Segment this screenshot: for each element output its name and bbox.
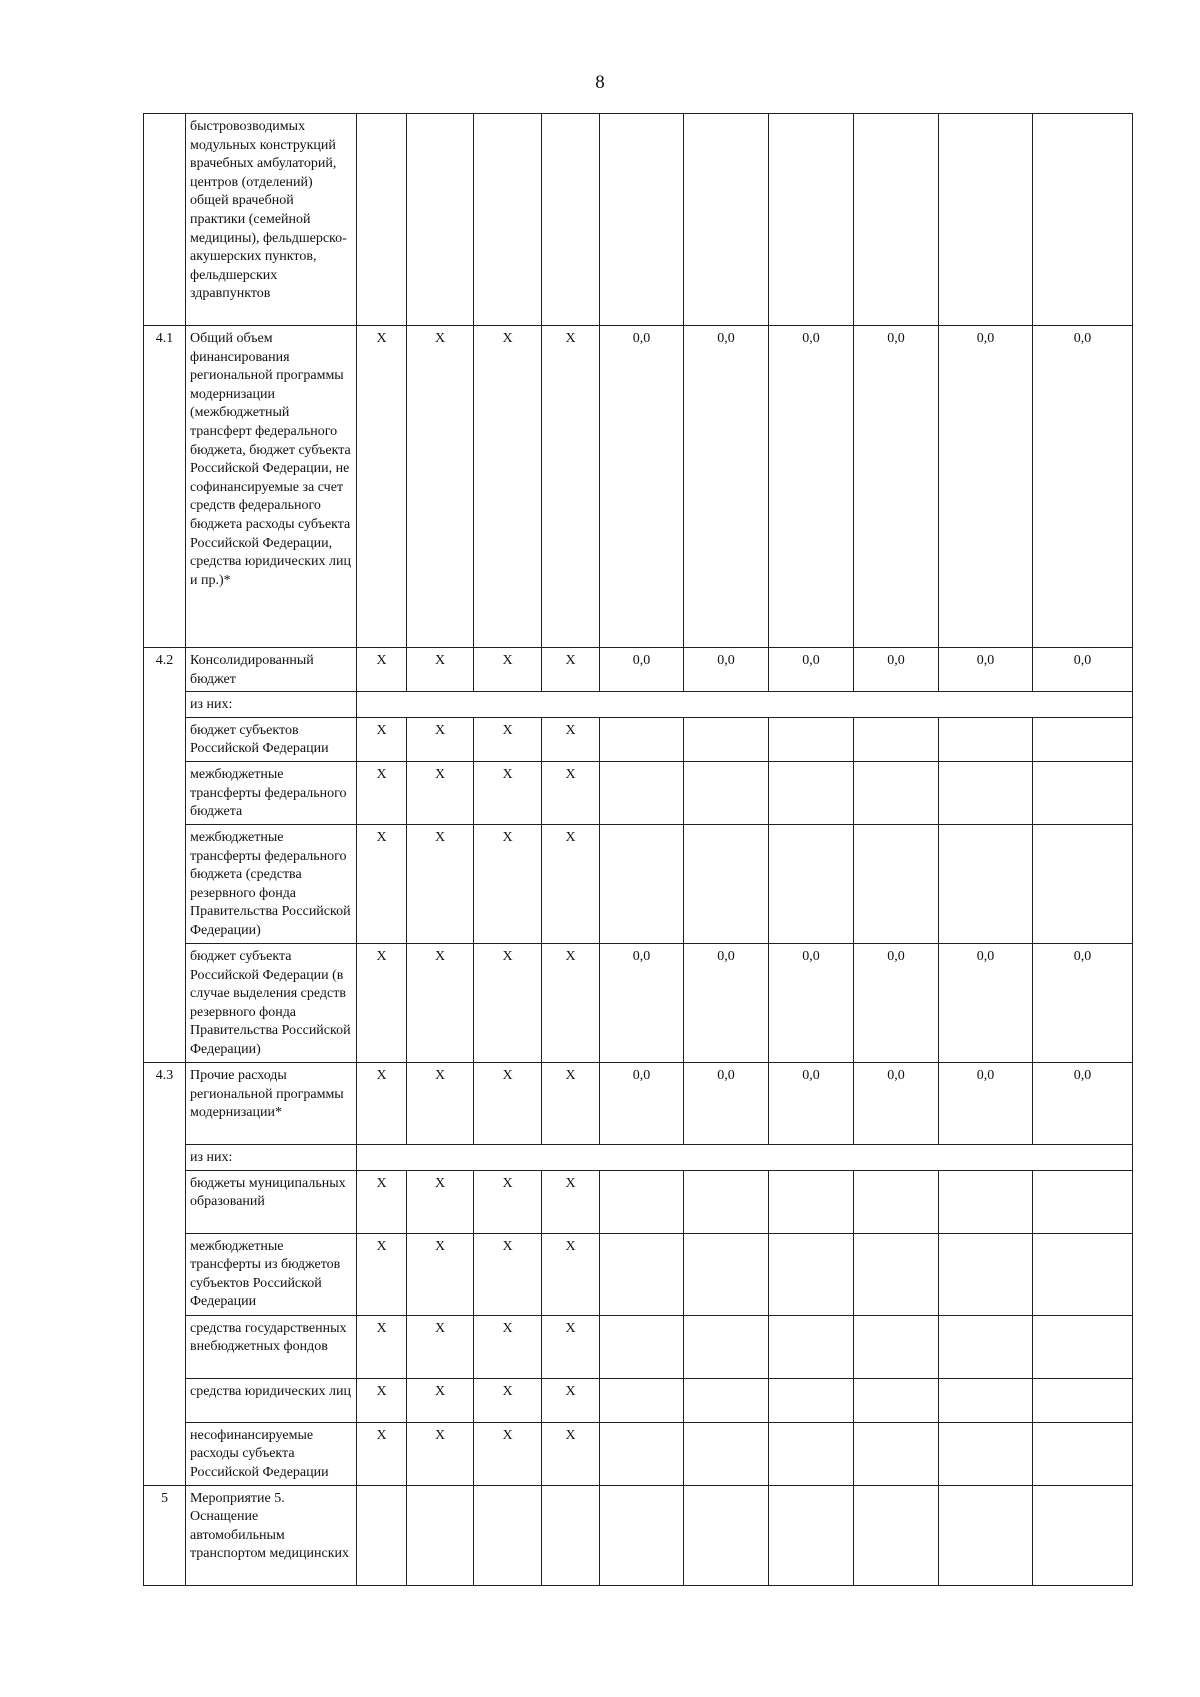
mark-cell: X <box>357 648 407 692</box>
value-cell <box>769 717 854 761</box>
row-description: Консолидированный бюджет <box>186 648 357 692</box>
value-cell <box>769 1422 854 1485</box>
row-description: бюджет субъекта Российской Федерации (в случае выделения средств резервного фонда Правительства Российской Федерации) <box>186 943 357 1062</box>
value-cell <box>684 114 769 326</box>
empty-merged-cell <box>357 1144 1133 1170</box>
row-number: 5 <box>144 1485 186 1585</box>
value-cell: 0,0 <box>684 326 769 648</box>
value-cell <box>769 114 854 326</box>
value-cell <box>769 761 854 824</box>
value-cell <box>600 761 684 824</box>
value-cell <box>684 1233 769 1315</box>
mark-cell <box>542 1485 600 1585</box>
mark-cell <box>542 114 600 326</box>
table-row <box>144 1378 1133 1422</box>
empty-merged-cell <box>357 692 1133 718</box>
mark-cell: X <box>542 1422 600 1485</box>
row-description: бюджет субъектов Российской Федерации <box>186 717 357 761</box>
value-cell: 0,0 <box>939 326 1033 648</box>
value-cell <box>600 1422 684 1485</box>
value-cell <box>600 717 684 761</box>
row-description: Общий объем финансирования региональной программы модернизации (межбюджетный трансферт федерального бюджета, бюджет субъекта Российской Федерации, не софинансируемые за счет средств федерального бюджета расходы субъекта Российской Федерации, средства юридических лиц и пр.)* <box>186 326 357 648</box>
value-cell <box>854 1233 939 1315</box>
value-cell <box>769 824 854 943</box>
table-row <box>144 114 1133 326</box>
value-cell: 0,0 <box>600 1062 684 1144</box>
mark-cell: X <box>474 326 542 648</box>
mark-cell: X <box>542 1233 600 1315</box>
row-number: 4.3 <box>144 1062 186 1485</box>
mark-cell: X <box>357 1422 407 1485</box>
value-cell: 0,0 <box>939 1062 1033 1144</box>
mark-cell: X <box>357 1170 407 1233</box>
value-cell <box>1033 1485 1133 1585</box>
value-cell <box>769 1233 854 1315</box>
value-cell <box>769 1378 854 1422</box>
mark-cell: X <box>542 1062 600 1144</box>
value-cell <box>939 1485 1033 1585</box>
value-cell <box>1033 824 1133 943</box>
mark-cell: X <box>474 648 542 692</box>
value-cell <box>1033 761 1133 824</box>
mark-cell: X <box>357 943 407 1062</box>
table-row <box>144 824 1133 943</box>
table-row <box>144 1062 1133 1144</box>
value-cell <box>1033 1422 1133 1485</box>
value-cell <box>684 1378 769 1422</box>
mark-cell: X <box>474 1422 542 1485</box>
value-cell: 0,0 <box>600 648 684 692</box>
row-description: быстровозводимых модульных конструкций врачебных амбулаторий, центров (отделений) общей врачебной практики (семейной медицины), фельдшерско-акушерских пунктов, фельдшерских здравпунктов <box>186 114 357 326</box>
mark-cell: X <box>407 1315 474 1378</box>
value-cell <box>854 1315 939 1378</box>
mark-cell: X <box>407 1233 474 1315</box>
row-description: средства государственных внебюджетных фондов <box>186 1315 357 1378</box>
mark-cell: X <box>542 761 600 824</box>
mark-cell: X <box>407 717 474 761</box>
value-cell: 0,0 <box>939 943 1033 1062</box>
table-body <box>144 114 1133 1586</box>
value-cell: 0,0 <box>769 1062 854 1144</box>
value-cell: 0,0 <box>854 943 939 1062</box>
value-cell <box>1033 1170 1133 1233</box>
mark-cell <box>407 1485 474 1585</box>
row-description: из них: <box>186 1144 357 1170</box>
mark-cell: X <box>474 824 542 943</box>
value-cell: 0,0 <box>854 326 939 648</box>
table-row <box>144 692 1133 718</box>
mark-cell: X <box>357 326 407 648</box>
row-description: межбюджетные трансферты федерального бюджета <box>186 761 357 824</box>
value-cell <box>1033 717 1133 761</box>
value-cell: 0,0 <box>939 648 1033 692</box>
table-row <box>144 1315 1133 1378</box>
value-cell <box>684 717 769 761</box>
value-cell <box>1033 1378 1133 1422</box>
value-cell: 0,0 <box>1033 1062 1133 1144</box>
value-cell <box>854 717 939 761</box>
value-cell <box>939 1315 1033 1378</box>
value-cell <box>769 1315 854 1378</box>
value-cell <box>1033 1315 1133 1378</box>
value-cell <box>684 1422 769 1485</box>
value-cell <box>939 824 1033 943</box>
mark-cell: X <box>542 1378 600 1422</box>
value-cell <box>684 761 769 824</box>
value-cell: 0,0 <box>1033 648 1133 692</box>
row-number: 4.1 <box>144 326 186 648</box>
value-cell: 0,0 <box>600 943 684 1062</box>
value-cell <box>854 114 939 326</box>
mark-cell: X <box>542 824 600 943</box>
value-cell: 0,0 <box>684 943 769 1062</box>
table-row <box>144 1170 1133 1233</box>
value-cell <box>854 1485 939 1585</box>
mark-cell: X <box>474 717 542 761</box>
mark-cell: X <box>474 1378 542 1422</box>
value-cell <box>684 1170 769 1233</box>
table-row <box>144 717 1133 761</box>
value-cell <box>854 824 939 943</box>
table-row <box>144 1233 1133 1315</box>
value-cell <box>600 1233 684 1315</box>
row-description: Прочие расходы региональной программы модернизации* <box>186 1062 357 1144</box>
mark-cell <box>407 114 474 326</box>
value-cell <box>939 717 1033 761</box>
row-description: несофинансируемые расходы субъекта Российской Федерации <box>186 1422 357 1485</box>
value-cell <box>939 1170 1033 1233</box>
value-cell <box>939 1422 1033 1485</box>
mark-cell: X <box>357 1315 407 1378</box>
mark-cell: X <box>474 1233 542 1315</box>
row-description: межбюджетные трансферты из бюджетов субъектов Российской Федерации <box>186 1233 357 1315</box>
value-cell <box>600 1485 684 1585</box>
value-cell <box>684 1315 769 1378</box>
value-cell <box>600 824 684 943</box>
mark-cell: X <box>407 326 474 648</box>
financing-table <box>143 113 1133 1586</box>
row-number: 4.2 <box>144 648 186 1063</box>
row-description: бюджеты муниципальных образований <box>186 1170 357 1233</box>
value-cell <box>600 1170 684 1233</box>
table-row <box>144 648 1133 692</box>
value-cell <box>939 761 1033 824</box>
row-description: из них: <box>186 692 357 718</box>
table-row <box>144 1485 1133 1585</box>
value-cell <box>854 1170 939 1233</box>
mark-cell <box>357 114 407 326</box>
value-cell: 0,0 <box>1033 326 1133 648</box>
value-cell: 0,0 <box>854 648 939 692</box>
mark-cell: X <box>542 1315 600 1378</box>
value-cell <box>939 1233 1033 1315</box>
value-cell <box>854 1422 939 1485</box>
mark-cell: X <box>357 717 407 761</box>
mark-cell: X <box>407 1422 474 1485</box>
value-cell: 0,0 <box>769 326 854 648</box>
mark-cell: X <box>542 717 600 761</box>
value-cell: 0,0 <box>684 1062 769 1144</box>
mark-cell: X <box>542 648 600 692</box>
row-description: Мероприятие 5. Оснащение автомобильным транспортом медицинских <box>186 1485 357 1585</box>
value-cell <box>1033 114 1133 326</box>
value-cell <box>939 1378 1033 1422</box>
mark-cell: X <box>407 1378 474 1422</box>
value-cell <box>769 1170 854 1233</box>
value-cell <box>600 114 684 326</box>
value-cell <box>769 1485 854 1585</box>
row-number <box>144 114 186 326</box>
mark-cell: X <box>407 1170 474 1233</box>
mark-cell: X <box>407 648 474 692</box>
value-cell: 0,0 <box>769 648 854 692</box>
value-cell <box>600 1378 684 1422</box>
mark-cell: X <box>357 824 407 943</box>
value-cell <box>1033 1233 1133 1315</box>
row-description: средства юридических лиц <box>186 1378 357 1422</box>
mark-cell <box>357 1485 407 1585</box>
mark-cell: X <box>542 943 600 1062</box>
mark-cell: X <box>357 1378 407 1422</box>
value-cell <box>684 824 769 943</box>
mark-cell: X <box>474 1170 542 1233</box>
value-cell: 0,0 <box>600 326 684 648</box>
value-cell <box>854 1378 939 1422</box>
row-description: межбюджетные трансферты федерального бюджета (средства резервного фонда Правительства Российской Федерации) <box>186 824 357 943</box>
table-row <box>144 943 1133 1062</box>
mark-cell: X <box>474 1062 542 1144</box>
mark-cell: X <box>407 1062 474 1144</box>
table-row <box>144 1144 1133 1170</box>
mark-cell: X <box>407 761 474 824</box>
value-cell: 0,0 <box>684 648 769 692</box>
mark-cell: X <box>474 1315 542 1378</box>
table-row <box>144 1422 1133 1485</box>
value-cell <box>684 1485 769 1585</box>
table-row <box>144 326 1133 648</box>
mark-cell <box>474 114 542 326</box>
value-cell: 0,0 <box>1033 943 1133 1062</box>
mark-cell: X <box>407 824 474 943</box>
mark-cell: X <box>542 1170 600 1233</box>
mark-cell: X <box>357 1233 407 1315</box>
table-row <box>144 761 1133 824</box>
value-cell <box>939 114 1033 326</box>
mark-cell: X <box>357 761 407 824</box>
value-cell <box>600 1315 684 1378</box>
value-cell: 0,0 <box>854 1062 939 1144</box>
mark-cell <box>474 1485 542 1585</box>
mark-cell: X <box>357 1062 407 1144</box>
mark-cell: X <box>407 943 474 1062</box>
mark-cell: X <box>474 761 542 824</box>
mark-cell: X <box>542 326 600 648</box>
mark-cell: X <box>474 943 542 1062</box>
value-cell <box>854 761 939 824</box>
value-cell: 0,0 <box>769 943 854 1062</box>
page-number: 8 <box>595 72 605 93</box>
